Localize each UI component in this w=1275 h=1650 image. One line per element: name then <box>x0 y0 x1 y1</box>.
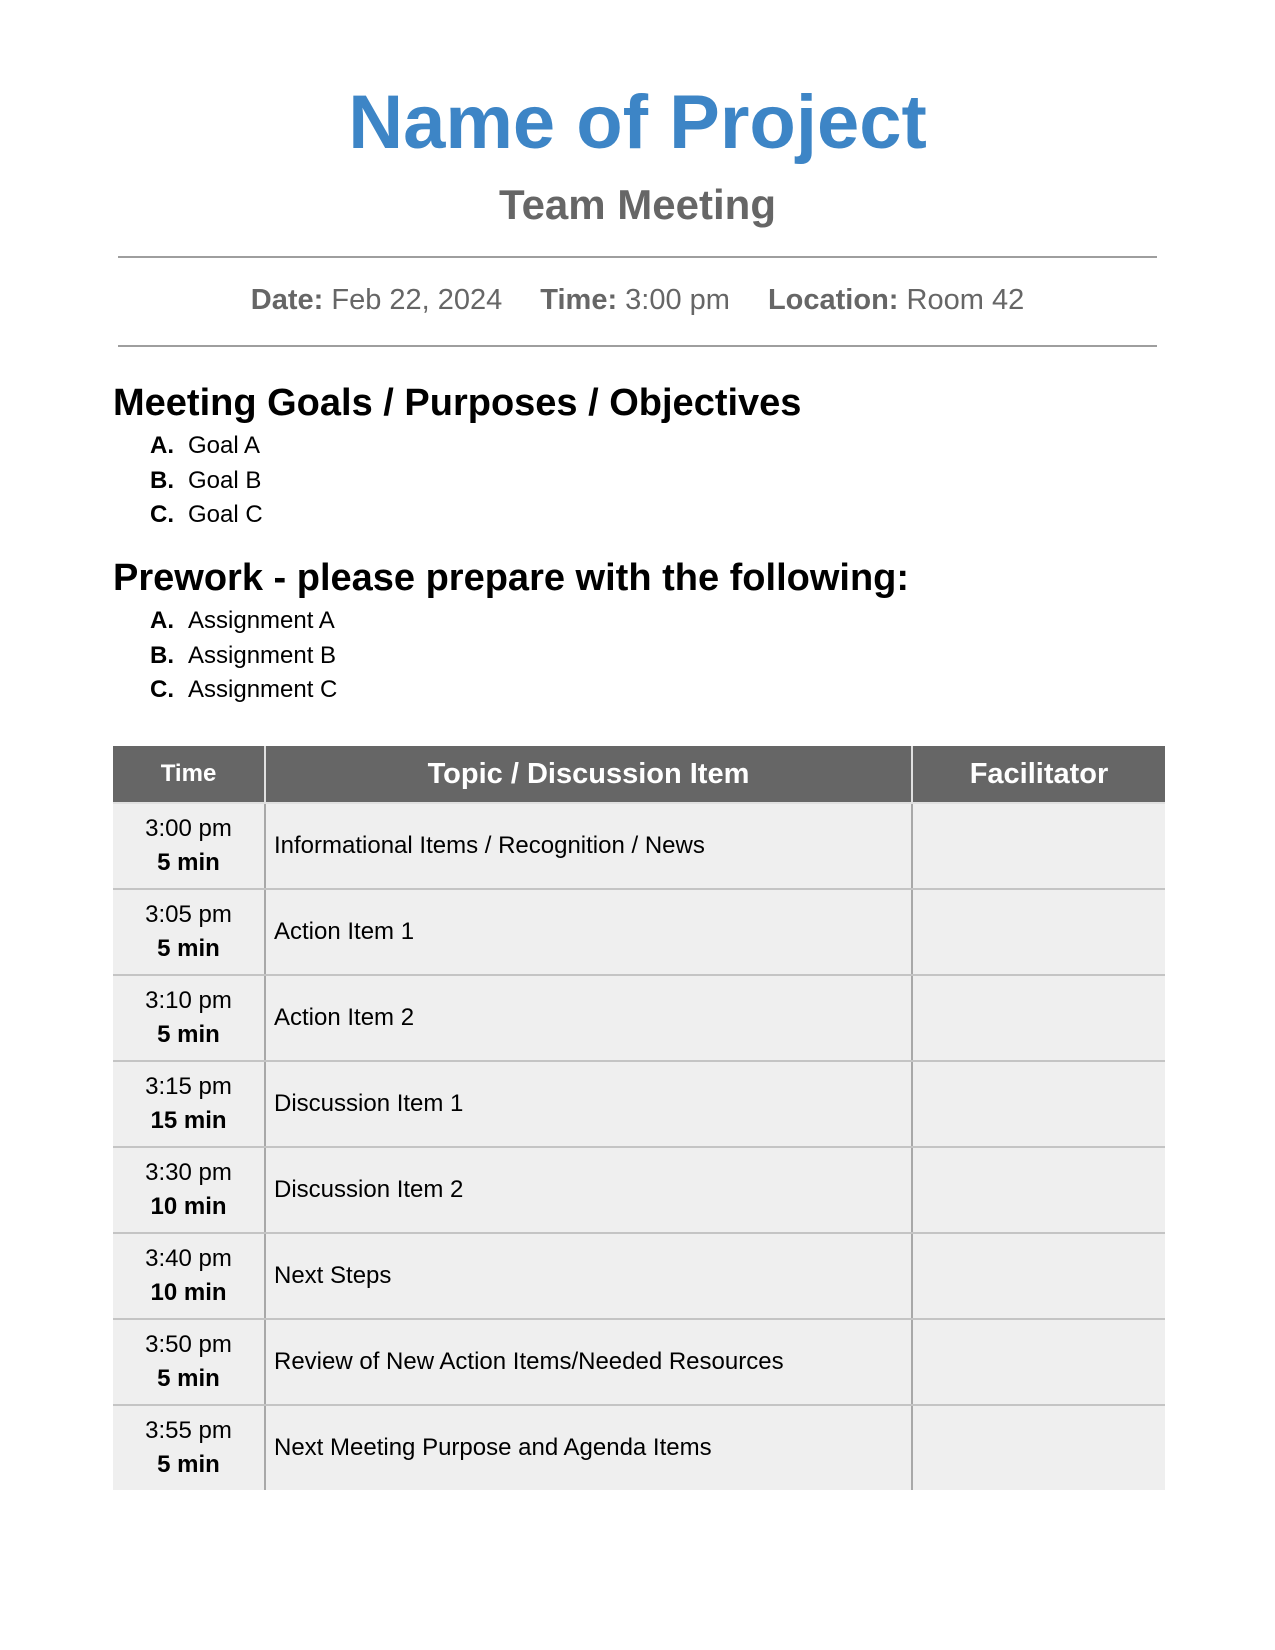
topic-cell: Discussion Item 2 <box>265 1147 912 1233</box>
table-row <box>113 1405 1165 1490</box>
date-value: Feb 22, 2024 <box>331 284 503 316</box>
list-item-text: Goal B <box>188 466 262 494</box>
list-marker: B. <box>150 466 174 494</box>
facilitator-cell <box>912 975 1165 1061</box>
time-cell <box>113 1061 265 1147</box>
topic-cell: Next Meeting Purpose and Agenda Items <box>265 1405 912 1490</box>
time-label: Time: <box>540 284 618 316</box>
time-cell <box>113 1319 265 1405</box>
table-row <box>113 1147 1165 1233</box>
list-item-text: Assignment A <box>188 607 335 634</box>
table-row <box>113 1319 1165 1405</box>
goals-list <box>150 429 263 533</box>
list-marker: A. <box>150 432 174 459</box>
list-item <box>150 639 337 674</box>
list-item <box>150 464 263 499</box>
time-cell <box>113 1147 265 1233</box>
column-header-facilitator: Facilitator <box>912 746 1165 803</box>
meeting-time <box>540 280 730 320</box>
list-marker: C. <box>150 676 174 703</box>
time-cell <box>113 1405 265 1490</box>
list-item <box>150 673 337 708</box>
time-cell <box>113 975 265 1061</box>
column-header-time: Time <box>113 746 265 803</box>
start-time: 3:55 pm <box>145 1417 232 1444</box>
list-item <box>150 498 263 533</box>
time-cell <box>113 889 265 975</box>
table-row <box>113 975 1165 1061</box>
duration: 15 min <box>150 1107 227 1134</box>
meeting-location <box>768 280 1024 320</box>
time-value: 3:00 pm <box>625 284 730 316</box>
facilitator-cell <box>912 1405 1165 1490</box>
project-title: Name of Project <box>348 80 927 165</box>
duration: 5 min <box>157 849 220 876</box>
time-cell <box>113 1233 265 1319</box>
top-divider <box>118 256 1157 258</box>
facilitator-cell <box>912 1319 1165 1405</box>
list-marker: B. <box>150 641 174 669</box>
start-time: 3:40 pm <box>145 1245 232 1272</box>
topic-cell: Action Item 2 <box>265 975 912 1061</box>
start-time: 3:15 pm <box>145 1073 232 1100</box>
duration: 10 min <box>150 1279 227 1306</box>
goals-heading: Meeting Goals / Purposes / Objectives <box>113 382 802 424</box>
start-time: 3:50 pm <box>145 1331 232 1358</box>
table-row <box>113 803 1165 889</box>
list-item <box>150 429 263 464</box>
duration: 5 min <box>157 1021 220 1048</box>
facilitator-cell <box>912 1061 1165 1147</box>
table-row <box>113 889 1165 975</box>
list-marker: C. <box>150 501 174 528</box>
list-marker: A. <box>150 607 174 634</box>
start-time: 3:00 pm <box>145 815 232 842</box>
topic-cell: Discussion Item 1 <box>265 1061 912 1147</box>
facilitator-cell <box>912 889 1165 975</box>
list-item-text: Assignment C <box>188 676 338 703</box>
topic-cell: Informational Items / Recognition / News <box>265 803 912 889</box>
agenda-header-row <box>113 746 1165 803</box>
prework-list <box>150 604 337 708</box>
facilitator-cell <box>912 1233 1165 1319</box>
start-time: 3:05 pm <box>145 901 232 928</box>
meeting-subtitle: Team Meeting <box>499 181 776 228</box>
list-item-text: Goal C <box>188 501 263 528</box>
table-row <box>113 1233 1165 1319</box>
prework-heading: Prework - please prepare with the following: <box>113 557 910 599</box>
topic-cell: Review of New Action Items/Needed Resources <box>265 1319 912 1405</box>
location-label: Location: <box>767 284 899 316</box>
list-item-text: Assignment B <box>188 641 337 669</box>
facilitator-cell <box>912 1147 1165 1233</box>
start-time: 3:10 pm <box>145 987 232 1014</box>
facilitator-cell <box>912 803 1165 889</box>
list-item-text: Goal A <box>188 432 261 459</box>
location-value: Room 42 <box>906 284 1025 316</box>
topic-cell: Action Item 1 <box>265 889 912 975</box>
duration: 5 min <box>157 1365 220 1392</box>
agenda-table <box>113 746 1165 1490</box>
duration: 5 min <box>157 935 220 962</box>
topic-cell: Next Steps <box>265 1233 912 1319</box>
meeting-details <box>0 280 1275 320</box>
start-time: 3:30 pm <box>145 1159 232 1186</box>
column-header-topic: Topic / Discussion Item <box>265 746 912 803</box>
date-label: Date: <box>250 284 324 316</box>
duration: 5 min <box>157 1451 220 1478</box>
meeting-date <box>251 280 503 320</box>
list-item <box>150 604 337 639</box>
duration: 10 min <box>150 1193 227 1220</box>
time-cell <box>113 803 265 889</box>
bottom-divider <box>118 345 1157 347</box>
table-row <box>113 1061 1165 1147</box>
